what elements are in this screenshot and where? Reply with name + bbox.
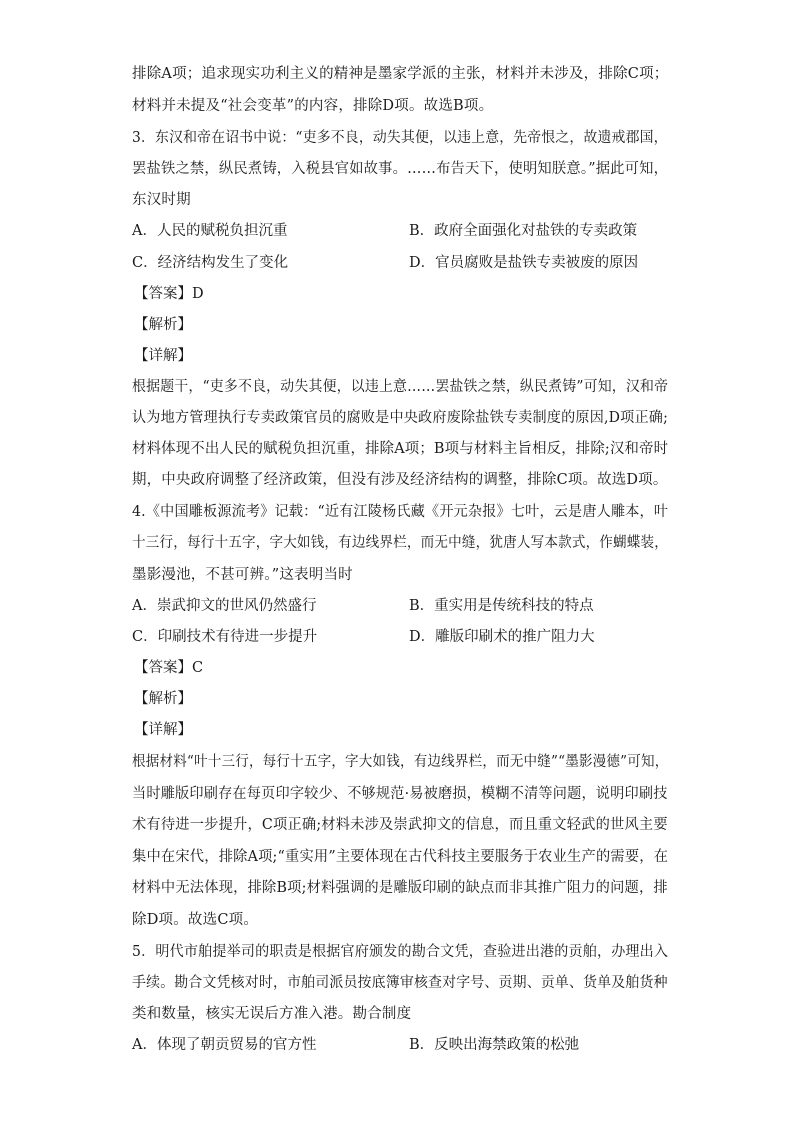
text-line: 材料并未提及“社会变革”的内容，排除D项。故选B项。 (132, 98, 494, 114)
option-b: B．政府全面强化对盐铁的专卖政策 (409, 223, 638, 239)
option-a: A．体现了朝贡贸易的官方性 (132, 1037, 317, 1053)
question-5-stem: 手续。勘合文凭核对时，市舶司派员按底簿审核查对字号、贡期、贡单、货单及舶货种 (132, 975, 668, 991)
option-c: C．印刷技术有待进一步提升 (132, 629, 318, 645)
answer-label: 【答案】D (134, 286, 204, 302)
option-a: A．崇武抑文的世风仍然盛行 (132, 598, 317, 614)
option-a: A．人民的赋税负担沉重 (132, 223, 288, 239)
explanation-line: 材料中无法体现，排除B项;材料强调的是雕版印刷的缺点而非其推广阻力的问题，排 (132, 880, 668, 896)
question-3-stem: 3．东汉和帝在诏书中说：“吏多不良，动失其便，以违上意，先帝恨之，故遗戒郡国， (132, 130, 668, 146)
explanation-line: 认为地方管理执行专卖政策官员的腐败是中央政府废除盐铁专卖制度的原因,D项正确; (132, 410, 669, 426)
detail-label: 【详解】 (134, 348, 192, 364)
option-b: B．反映出海禁政策的松弛 (409, 1037, 580, 1053)
option-d: D．官员腐败是盐铁专卖被废的原因 (409, 255, 639, 271)
question-4-stem: 4.《中国雕板源流考》记载：“近有江陵杨氏藏《开元杂报》七叶，云是唐人雕本，叶 (132, 504, 669, 520)
detail-label: 【详解】 (134, 722, 192, 738)
question-3-stem: 罢盐铁之禁，纵民煮铸，入税县官如故事。……布告天下，使明知朕意。”据此可知， (132, 161, 669, 177)
question-5-stem: 5．明代市舶提举司的职责是根据官府颁发的勘合文凭，查验进出港的贡舶，办理出入 (132, 944, 669, 960)
explanation-line: 当时雕版印刷存在每页印字较少、不够规范·易被磨损，模糊不清等问题，说明印刷技 (132, 786, 668, 802)
option-c: C．经济结构发生了变化 (132, 255, 289, 271)
question-5-stem: 类和数量，核实无误后方准入港。勘合制度 (132, 1006, 412, 1022)
explanation-line: 期，中央政府调整了经济政策，但没有涉及经济结构的调整，排除C项。故选D项。 (132, 472, 668, 488)
analysis-label: 【解析】 (134, 691, 192, 707)
answer-label: 【答案】C (134, 660, 204, 676)
option-b: B．重实用是传统科技的特点 (409, 598, 594, 614)
question-3-stem: 东汉时期 (132, 192, 191, 208)
analysis-label: 【解析】 (134, 317, 192, 333)
question-4-stem: 十三行，每行十五字，字大如钱，有边线界栏，而无中缝，犹唐人写本款式，作蝴蝶装， (132, 535, 669, 551)
explanation-line: 术有待进一步提升，C项正确;材料未涉及崇武抑文的信息，而且重文轻武的世风主要 (132, 817, 668, 833)
explanation-line: 除D项。故选C项。 (132, 912, 259, 928)
explanation-line: 集中在宋代，排除A项;“重实用”主要体现在古代科技主要服务于农业生产的需要，在 (132, 849, 669, 865)
explanation-line: 材料体现不出人民的赋税负担沉重，排除A项；B项与材料主旨相反，排除;汉和帝时 (132, 441, 669, 457)
text-line: 排除A项；追求现实功利主义的精神是墨家学派的主张，材料并未涉及，排除C项； (132, 66, 669, 82)
option-d: D．雕版印刷术的推广阻力大 (409, 629, 595, 645)
explanation-line: 根据题干，“吏多不良，动失其便，以违上意……罢盐铁之禁，纵民煮铸”可知，汉和帝 (132, 379, 669, 395)
question-4-stem: 墨影漫池，不甚可辨。”这表明当时 (132, 567, 353, 583)
explanation-line: 根据材料“叶十三行，每行十五字，字大如钱，有边线界栏，而无中缝”“墨影漫德”可知， (132, 754, 669, 770)
